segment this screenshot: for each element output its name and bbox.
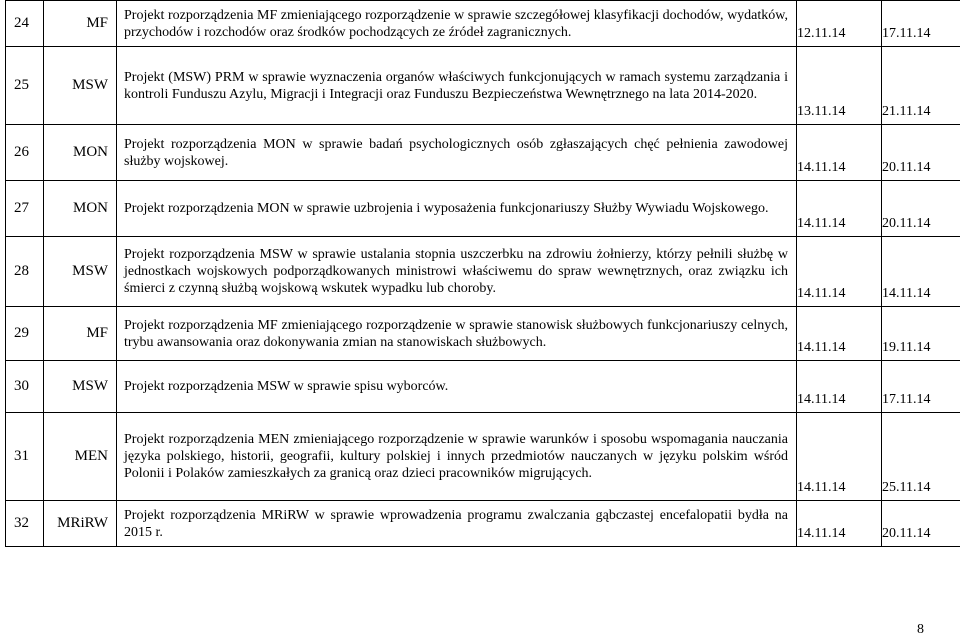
description: Projekt rozporządzenia MON w sprawie badań psychologicznych osób zgłaszających chęć pełnienia zawodowej służby wojskowej.	[117, 125, 797, 181]
table-row	[6, 413, 960, 501]
date-deadline: 14.11.14	[882, 237, 960, 307]
table-row	[6, 1, 960, 47]
table-row	[6, 237, 960, 307]
row-number: 29	[6, 307, 44, 361]
table-row	[6, 501, 960, 547]
date-deadline: 21.11.14	[882, 47, 960, 125]
institution: MSW	[44, 237, 117, 307]
institution: MF	[44, 1, 117, 47]
description: Projekt rozporządzenia MSW w sprawie ustalania stopnia uszczerbku na zdrowiu żołnierzy, którzy pełnili służbę w jednostkach wojskowych podporządkowanych ministrowi właściwemu do spraw wewnętrznych, oraz związku ich śmierci z czynną służbą wojskową wskutek wypadku lub choroby.	[117, 237, 797, 307]
row-number: 31	[6, 413, 44, 501]
date-received: 14.11.14	[797, 361, 882, 413]
date-deadline: 17.11.14	[882, 361, 960, 413]
date-deadline: 20.11.14	[882, 501, 960, 547]
description: Projekt rozporządzenia MF zmieniającego rozporządzenie w sprawie szczegółowej klasyfikacji dochodów, wydatków, przychodów i rozchodów oraz środków pochodzących ze źródeł zagranicznych.	[117, 1, 797, 47]
institution: MON	[44, 125, 117, 181]
date-received: 14.11.14	[797, 501, 882, 547]
table-row	[6, 307, 960, 361]
row-number: 30	[6, 361, 44, 413]
table-row	[6, 125, 960, 181]
row-number: 32	[6, 501, 44, 547]
institution: MRiRW	[44, 501, 117, 547]
table-row	[6, 47, 960, 125]
legislation-table	[5, 0, 960, 547]
date-received: 14.11.14	[797, 413, 882, 501]
row-number: 25	[6, 47, 44, 125]
date-deadline: 17.11.14	[882, 1, 960, 47]
description: Projekt rozporządzenia MSW w sprawie spisu wyborców.	[117, 361, 797, 413]
table-row	[6, 361, 960, 413]
institution: MSW	[44, 361, 117, 413]
institution: MF	[44, 307, 117, 361]
date-received: 14.11.14	[797, 125, 882, 181]
institution: MSW	[44, 47, 117, 125]
description: Projekt (MSW) PRM w sprawie wyznaczenia organów właściwych funkcjonujących w ramach systemu zarządzania i kontroli Funduszu Azylu, Migracji i Integracji oraz Funduszu Bezpieczeństwa Wewnętrznego na lata 2014-2020.	[117, 47, 797, 125]
date-received: 14.11.14	[797, 181, 882, 237]
date-received: 14.11.14	[797, 237, 882, 307]
date-received: 13.11.14	[797, 47, 882, 125]
institution: MEN	[44, 413, 117, 501]
row-number: 26	[6, 125, 44, 181]
date-received: 12.11.14	[797, 1, 882, 47]
description: Projekt rozporządzenia MF zmieniającego rozporządzenie w sprawie stanowisk służbowych funkcjonariuszy celnych, trybu awansowania oraz dokonywania zmian na stanowiskach służbowych.	[117, 307, 797, 361]
description: Projekt rozporządzenia MRiRW w sprawie wprowadzenia programu zwalczania gąbczastej encefalopatii bydła na 2015 r.	[117, 501, 797, 547]
date-deadline: 25.11.14	[882, 413, 960, 501]
row-number: 24	[6, 1, 44, 47]
row-number: 27	[6, 181, 44, 237]
page-number: 8	[917, 622, 924, 637]
row-number: 28	[6, 237, 44, 307]
description: Projekt rozporządzenia MON w sprawie uzbrojenia i wyposażenia funkcjonariuszy Służby Wywiadu Wojskowego.	[117, 181, 797, 237]
table-row	[6, 181, 960, 237]
date-deadline: 20.11.14	[882, 181, 960, 237]
date-deadline: 19.11.14	[882, 307, 960, 361]
description: Projekt rozporządzenia MEN zmieniającego rozporządzenie w sprawie warunków i sposobu wspomagania nauczania języka polskiego, historii, geografii, kultury polskiej i innych przedmiotów nauczanych w języku polskim wśród Polonii i Polaków zamieszkałych za granicą oraz dzieci pracowników migrujących.	[117, 413, 797, 501]
date-received: 14.11.14	[797, 307, 882, 361]
date-deadline: 20.11.14	[882, 125, 960, 181]
institution: MON	[44, 181, 117, 237]
